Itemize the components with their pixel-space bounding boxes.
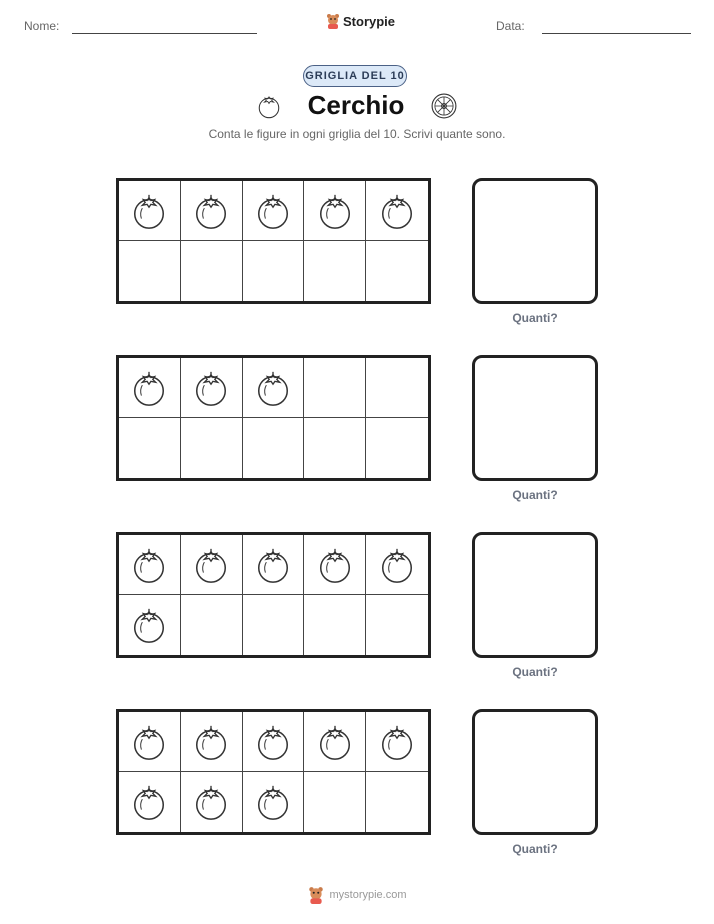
- ten-frame-cell: [243, 772, 305, 832]
- title-row: [0, 90, 714, 121]
- name-line[interactable]: [72, 33, 257, 34]
- ten-frame-cell: [181, 772, 243, 832]
- ten-frame: [116, 178, 431, 304]
- answer-box[interactable]: [472, 178, 598, 304]
- answer-label: Quanti?: [512, 311, 558, 325]
- tomato-icon: [254, 783, 292, 821]
- ten-frame-cell: [119, 181, 181, 241]
- ten-frame-cell: [304, 418, 366, 478]
- ten-frame-cell: [366, 712, 428, 772]
- tomato-icon: [130, 192, 168, 230]
- ten-frame-cell: [181, 241, 243, 301]
- bear-icon: [307, 886, 325, 904]
- ten-frame-cell: [366, 358, 428, 418]
- ten-frame-cell: [304, 595, 366, 655]
- date-line[interactable]: [542, 33, 691, 34]
- answer-label: Quanti?: [512, 665, 558, 679]
- footer-site: mystorypie.com: [329, 889, 407, 901]
- tomato-icon: [130, 546, 168, 584]
- ten-frame-cell: [366, 535, 428, 595]
- ten-frame-cell: [181, 181, 243, 241]
- ten-frame-cell: [304, 712, 366, 772]
- page-title: Cerchio: [307, 90, 405, 120]
- tomato-icon: [192, 369, 230, 407]
- tomato-icon: [130, 783, 168, 821]
- ten-frame-cell: [304, 535, 366, 595]
- ten-frame-cell: [119, 535, 181, 595]
- tomato-icon: [192, 783, 230, 821]
- tomato-icon: [256, 93, 282, 119]
- tomato-icon: [130, 606, 168, 644]
- ten-frame-cell: [366, 595, 428, 655]
- brand-logo: [326, 13, 395, 29]
- wheel-icon: [430, 92, 458, 120]
- date-label: Data:: [496, 19, 525, 33]
- tomato-icon: [130, 723, 168, 761]
- tomato-icon: [254, 192, 292, 230]
- answer-label: Quanti?: [512, 842, 558, 856]
- tomato-icon: [378, 546, 416, 584]
- ten-frame-cell: [119, 241, 181, 301]
- answer-box[interactable]: [472, 709, 598, 835]
- tomato-icon: [378, 192, 416, 230]
- ten-frame-cell: [119, 595, 181, 655]
- tomato-icon: [192, 546, 230, 584]
- tomato-icon: [254, 723, 292, 761]
- bear-icon: [326, 13, 340, 29]
- tomato-icon: [192, 723, 230, 761]
- tomato-icon: [316, 192, 354, 230]
- brand-name: Storypie: [343, 13, 396, 29]
- tomato-icon: [378, 723, 416, 761]
- instructions: Conta le figure in ogni griglia del 10. Scrivi quante sono.: [208, 127, 506, 141]
- ten-frame: [116, 532, 431, 658]
- tomato-icon: [130, 369, 168, 407]
- ten-frame-cell: [304, 241, 366, 301]
- ten-frame-cell: [243, 418, 305, 478]
- ten-frame-cell: [243, 712, 305, 772]
- ten-frame-cell: [181, 358, 243, 418]
- tomato-icon: [254, 546, 292, 584]
- tomato-icon: [254, 369, 292, 407]
- name-label: Nome:: [24, 19, 60, 33]
- ten-frame-cell: [243, 535, 305, 595]
- ten-frame-cell: [181, 712, 243, 772]
- ten-frame-cell: [366, 418, 428, 478]
- ten-frame-cell: [366, 772, 428, 832]
- ten-frame-cell: [243, 181, 305, 241]
- ten-frame-cell: [304, 181, 366, 241]
- tomato-icon: [316, 723, 354, 761]
- ten-frame: [116, 709, 431, 835]
- ten-frame-cell: [181, 418, 243, 478]
- ten-frame-cell: [243, 358, 305, 418]
- ten-frame-cell: [304, 358, 366, 418]
- ten-frame-cell: [119, 772, 181, 832]
- ten-frame-cell: [243, 241, 305, 301]
- answer-box[interactable]: [472, 532, 598, 658]
- worksheet-badge: GRIGLIA DEL 10: [303, 65, 407, 87]
- ten-frame-cell: [243, 595, 305, 655]
- ten-frame-cell: [119, 358, 181, 418]
- ten-frame-cell: [181, 535, 243, 595]
- tomato-icon: [316, 546, 354, 584]
- ten-frame-cell: [366, 241, 428, 301]
- ten-frame: [116, 355, 431, 481]
- ten-frame-cell: [304, 772, 366, 832]
- ten-frame-cell: [366, 181, 428, 241]
- ten-frame-cell: [119, 712, 181, 772]
- answer-box[interactable]: [472, 355, 598, 481]
- footer: [0, 886, 714, 904]
- tomato-icon: [192, 192, 230, 230]
- answer-label: Quanti?: [512, 488, 558, 502]
- ten-frame-cell: [119, 418, 181, 478]
- ten-frame-cell: [181, 595, 243, 655]
